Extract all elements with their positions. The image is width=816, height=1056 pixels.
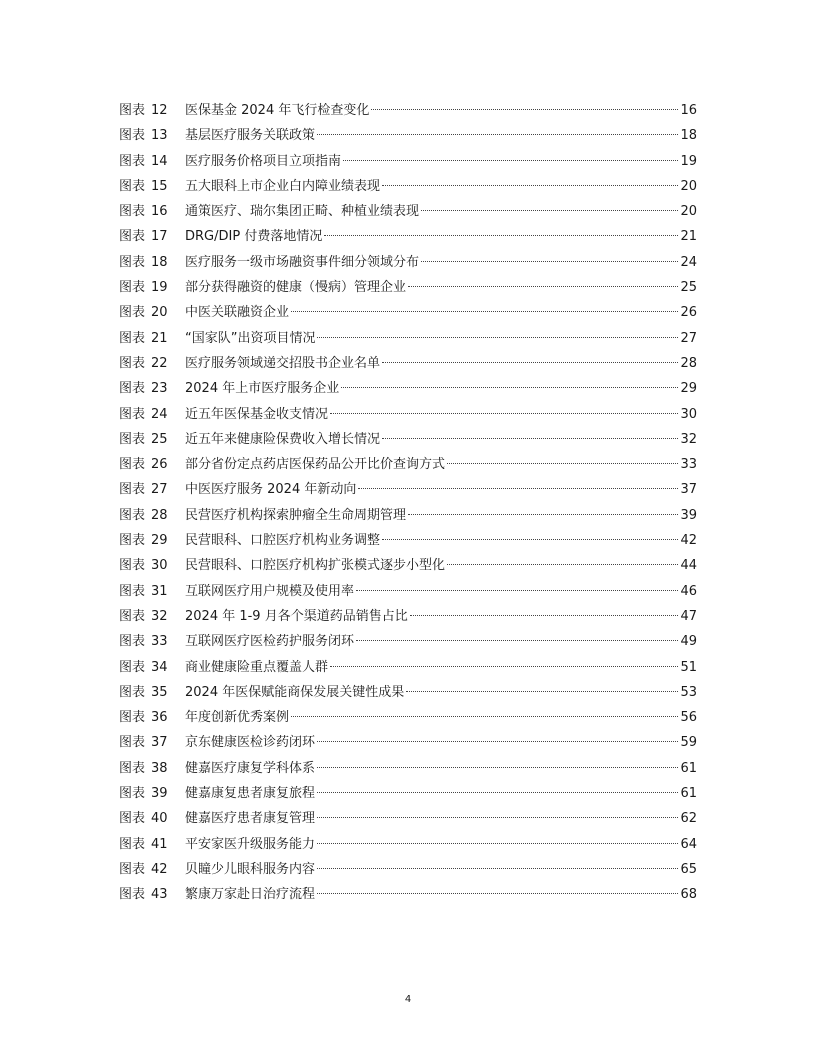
- figure-label: 图表: [119, 583, 146, 599]
- figure-label: 图表: [119, 254, 146, 270]
- page-ref: 68: [680, 887, 697, 903]
- figure-label: 图表: [119, 735, 146, 751]
- toc-entry[interactable]: [119, 781, 697, 806]
- figure-label: 图表: [119, 634, 146, 650]
- figure-number: 23: [151, 381, 168, 397]
- figure-title: 医保基金 2024 年飞行检查变化: [185, 103, 370, 118]
- figure-title: 五大眼科上市企业白内障业绩表现: [185, 178, 381, 194]
- figure-label: 图表: [119, 836, 146, 852]
- figure-label: 图表: [119, 507, 146, 523]
- page-ref: 28: [680, 355, 697, 371]
- toc-entry[interactable]: [119, 402, 697, 427]
- figure-number: 21: [151, 330, 168, 346]
- page-ref: 29: [680, 381, 697, 397]
- figure-title: 基层医疗服务关联政策: [185, 128, 316, 144]
- figure-number: 36: [151, 710, 168, 726]
- figure-title: 繁康万家赴日治疗流程: [185, 887, 316, 903]
- figure-title: 互联网医疗用户规模及使用率: [185, 583, 355, 599]
- figure-label: 图表: [119, 457, 146, 473]
- page-ref: 37: [680, 482, 697, 498]
- page-ref: 59: [680, 735, 697, 751]
- dot-leader: [410, 615, 679, 616]
- figure-label: 图表: [119, 355, 146, 371]
- page-ref: 20: [680, 178, 697, 194]
- toc-entry[interactable]: [119, 680, 697, 705]
- toc-entry[interactable]: [119, 503, 697, 528]
- figure-number: 41: [151, 836, 168, 852]
- figure-number: 27: [151, 482, 168, 498]
- dot-leader: [341, 387, 678, 388]
- page-ref: 16: [680, 103, 697, 118]
- figure-label: 图表: [119, 684, 146, 700]
- figure-number: 19: [151, 280, 168, 296]
- toc-entry[interactable]: [119, 857, 697, 882]
- figure-number: 26: [151, 457, 168, 473]
- dot-leader: [406, 691, 678, 692]
- toc-entry[interactable]: [119, 275, 697, 300]
- figure-label: 图表: [119, 608, 146, 624]
- toc-entry[interactable]: [119, 224, 697, 249]
- dot-leader: [317, 868, 678, 869]
- figure-label: 图表: [119, 280, 146, 296]
- page-ref: 25: [680, 280, 697, 296]
- figure-title: 医疗服务一级市场融资事件细分领域分布: [185, 254, 420, 270]
- figure-label: 图表: [119, 887, 146, 903]
- figure-label: 图表: [119, 431, 146, 447]
- figure-number: 20: [151, 305, 168, 321]
- figure-title: 民营眼科、口腔医疗机构业务调整: [185, 533, 381, 549]
- toc-entry[interactable]: [119, 806, 697, 831]
- figure-title: 部分省份定点药店医保药品公开比价查询方式: [185, 457, 446, 473]
- page-ref: 47: [680, 608, 697, 624]
- page-number: 4: [404, 994, 412, 1005]
- figure-label: 图表: [119, 406, 146, 422]
- dot-leader: [317, 843, 678, 844]
- toc-entry[interactable]: [119, 123, 697, 148]
- figure-number: 37: [151, 735, 168, 751]
- figure-number: 34: [151, 659, 168, 675]
- dot-leader: [317, 741, 678, 742]
- dot-leader: [447, 463, 678, 464]
- page-ref: 61: [680, 760, 697, 776]
- figure-number: 22: [151, 355, 168, 371]
- figure-title: 中医医疗服务 2024 年新动向: [185, 482, 357, 498]
- toc-entry[interactable]: [119, 528, 697, 553]
- figure-number: 43: [151, 887, 168, 903]
- page-ref: 61: [680, 786, 697, 802]
- figure-number: 29: [151, 533, 168, 549]
- toc-entry[interactable]: [119, 730, 697, 755]
- toc-entry[interactable]: [119, 300, 697, 325]
- figure-title: 中医关联融资企业: [185, 305, 290, 321]
- page-ref: 64: [680, 836, 697, 852]
- figure-label: 图表: [119, 710, 146, 726]
- page-ref: 42: [680, 533, 697, 549]
- dot-leader: [291, 311, 678, 312]
- dot-leader: [317, 792, 678, 793]
- figure-title: 健嘉医疗患者康复管理: [185, 811, 316, 827]
- dot-leader: [317, 134, 678, 135]
- toc-entry[interactable]: [119, 882, 697, 907]
- figure-title: 民营医疗机构探索肿瘤全生命周期管理: [185, 507, 407, 523]
- figure-label: 图表: [119, 533, 146, 549]
- figure-title: 通策医疗、瑞尔集团正畸、种植业绩表现: [185, 204, 420, 220]
- dot-leader: [330, 666, 678, 667]
- page-ref: 65: [680, 861, 697, 877]
- toc-entry[interactable]: [119, 705, 697, 730]
- dot-leader: [291, 716, 678, 717]
- figure-number: 39: [151, 786, 168, 802]
- dot-leader: [317, 893, 678, 894]
- page-ref: 51: [680, 659, 697, 675]
- dot-leader: [324, 235, 678, 236]
- dot-leader: [317, 337, 678, 338]
- dot-leader: [382, 362, 678, 363]
- figure-label: 图表: [119, 229, 146, 245]
- figure-number: 42: [151, 861, 168, 877]
- figure-title: 商业健康险重点覆盖人群: [185, 659, 329, 675]
- figure-number: 17: [151, 229, 168, 245]
- page-ref: 39: [680, 507, 697, 523]
- figure-title: 健嘉医疗康复学科体系: [185, 760, 316, 776]
- figure-label: 图表: [119, 811, 146, 827]
- figure-number: 32: [151, 608, 168, 624]
- toc-entry[interactable]: [119, 756, 697, 781]
- figure-number: 18: [151, 254, 168, 270]
- figure-label: 图表: [119, 153, 146, 169]
- page-ref: 18: [680, 128, 697, 144]
- page-ref: 32: [680, 431, 697, 447]
- page-ref: 33: [680, 457, 697, 473]
- toc-entry[interactable]: [119, 604, 697, 629]
- page-ref: 46: [680, 583, 697, 599]
- toc-entry[interactable]: [119, 376, 697, 401]
- dot-leader: [382, 438, 678, 439]
- figure-number: 35: [151, 684, 168, 700]
- page-ref: 26: [680, 305, 697, 321]
- toc-entry[interactable]: [119, 199, 697, 224]
- page-ref: 53: [680, 684, 697, 700]
- figure-number: 16: [151, 204, 168, 220]
- table-of-figures: [119, 98, 697, 908]
- figure-label: 图表: [119, 786, 146, 802]
- figure-title: 互联网医疗医检药护服务闭环: [185, 634, 355, 650]
- dot-leader: [343, 160, 678, 161]
- toc-entry[interactable]: [119, 452, 697, 477]
- figure-label: 图表: [119, 558, 146, 574]
- toc-entry[interactable]: [119, 427, 697, 452]
- dot-leader: [371, 109, 678, 110]
- page-ref: 19: [680, 153, 697, 169]
- page-ref: 20: [680, 204, 697, 220]
- figure-title: 近五年来健康险保费收入增长情况: [185, 431, 381, 447]
- toc-entry[interactable]: [119, 579, 697, 604]
- dot-leader: [356, 590, 678, 591]
- toc-entry[interactable]: [119, 98, 697, 123]
- figure-number: 31: [151, 583, 168, 599]
- figure-number: 33: [151, 634, 168, 650]
- figure-title: 民营眼科、口腔医疗机构扩张模式逐步小型化: [185, 558, 446, 574]
- dot-leader: [421, 261, 678, 262]
- figure-number: 38: [151, 760, 168, 776]
- dot-leader: [421, 210, 678, 211]
- figure-number: 30: [151, 558, 168, 574]
- figure-title: DRG/DIP 付费落地情况: [185, 229, 323, 245]
- figure-label: 图表: [119, 103, 146, 118]
- toc-entry[interactable]: [119, 250, 697, 275]
- dot-leader: [408, 286, 678, 287]
- page-ref: 62: [680, 811, 697, 827]
- figure-title: 京东健康医检诊药闭环: [185, 735, 316, 751]
- figure-title: 部分获得融资的健康（慢病）管理企业: [185, 280, 407, 296]
- figure-label: 图表: [119, 482, 146, 498]
- figure-label: 图表: [119, 178, 146, 194]
- page-ref: 27: [680, 330, 697, 346]
- dot-leader: [447, 564, 678, 565]
- figure-title: 2024 年上市医疗服务企业: [185, 381, 340, 397]
- toc-entry[interactable]: [119, 351, 697, 376]
- toc-entry[interactable]: [119, 553, 697, 578]
- toc-entry[interactable]: [119, 832, 697, 857]
- dot-leader: [330, 413, 678, 414]
- dot-leader: [317, 817, 678, 818]
- dot-leader: [408, 514, 678, 515]
- figure-title: 医疗服务价格项目立项指南: [185, 153, 342, 169]
- toc-entry[interactable]: [119, 477, 697, 502]
- figure-title: 2024 年医保赋能商保发展关键性成果: [185, 684, 405, 700]
- toc-entry[interactable]: [119, 655, 697, 680]
- figure-number: 25: [151, 431, 168, 447]
- figure-number: 15: [151, 178, 168, 194]
- page-ref: 21: [680, 229, 697, 245]
- figure-title: 医疗服务领域递交招股书企业名单: [185, 355, 381, 371]
- figure-label: 图表: [119, 381, 146, 397]
- figure-title: 健嘉康复患者康复旅程: [185, 786, 316, 802]
- figure-number: 13: [151, 128, 168, 144]
- toc-entry[interactable]: [119, 326, 697, 351]
- figure-title: 贝瞳少儿眼科服务内容: [185, 861, 316, 877]
- figure-number: 12: [151, 103, 168, 118]
- figure-title: 近五年医保基金收支情况: [185, 406, 329, 422]
- figure-number: 14: [151, 153, 168, 169]
- page-ref: 49: [680, 634, 697, 650]
- figure-title: 2024 年 1-9 月各个渠道药品销售占比: [185, 608, 408, 624]
- figure-label: 图表: [119, 305, 146, 321]
- toc-entry[interactable]: [119, 149, 697, 174]
- figure-label: 图表: [119, 760, 146, 776]
- dot-leader: [317, 767, 678, 768]
- toc-entry[interactable]: [119, 174, 697, 199]
- page-ref: 44: [680, 558, 697, 574]
- figure-label: 图表: [119, 204, 146, 220]
- figure-title: 年度创新优秀案例: [185, 710, 290, 726]
- toc-entry[interactable]: [119, 629, 697, 654]
- page-ref: 56: [680, 710, 697, 726]
- figure-number: 28: [151, 507, 168, 523]
- figure-label: 图表: [119, 128, 146, 144]
- page-ref: 24: [680, 254, 697, 270]
- figure-title: “国家队”出资项目情况: [185, 330, 316, 346]
- page-ref: 30: [680, 406, 697, 422]
- figure-label: 图表: [119, 861, 146, 877]
- figure-title: 平安家医升级服务能力: [185, 836, 316, 852]
- dot-leader: [382, 185, 678, 186]
- dot-leader: [356, 640, 678, 641]
- figure-number: 40: [151, 811, 168, 827]
- figure-label: 图表: [119, 330, 146, 346]
- dot-leader: [382, 539, 678, 540]
- figure-label: 图表: [119, 659, 146, 675]
- dot-leader: [358, 488, 678, 489]
- figure-number: 24: [151, 406, 168, 422]
